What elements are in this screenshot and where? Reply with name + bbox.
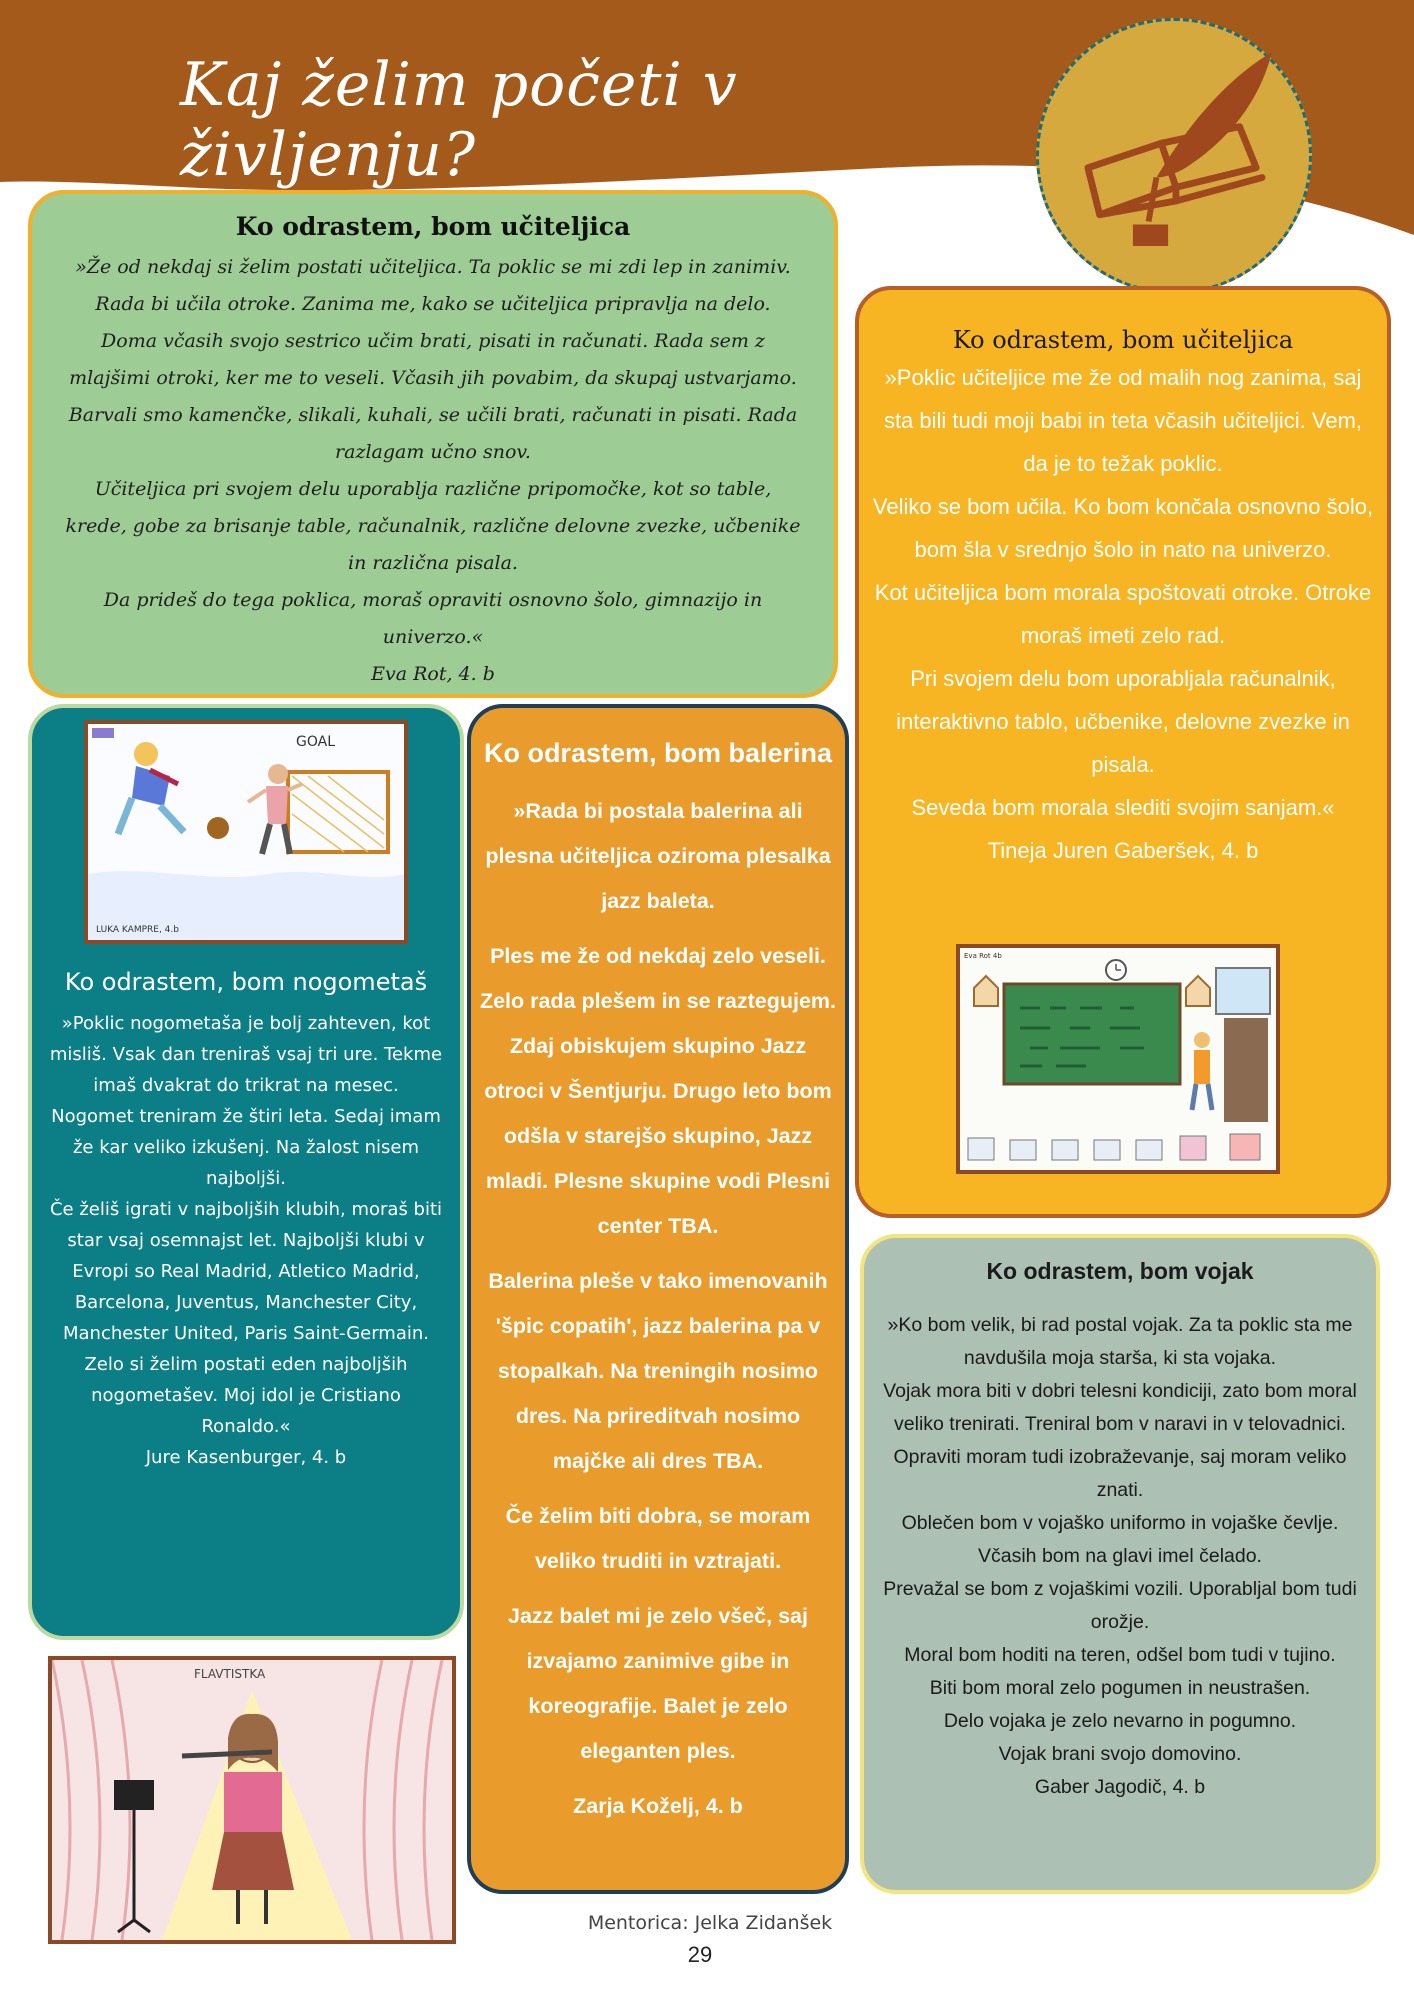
page-title: Kaj želim početi v življenju? xyxy=(180,50,738,190)
card-title: Ko odrastem, bom učiteljica xyxy=(235,212,631,241)
card-title: Ko odrastem, bom balerina xyxy=(483,738,833,768)
book-quill-icon xyxy=(1039,21,1309,291)
paragraph: Vojak mora biti v dobri telesni kondiciji, zato bom moral veliko trenirati. Treniral bom v naravi in v telovadnici. Opraviti moram tudi izobraževanje, saj moram veliko znati. xyxy=(883,1380,1357,1501)
paragraph: Če želim biti dobra, se moram veliko truditi in vztrajati. xyxy=(505,1504,811,1573)
paragraph: »Poklic učiteljice me že od malih nog zanima, saj sta bili tudi moji babi in teta včasih učiteljici. Vem, da je to težak poklic. xyxy=(883,365,1363,476)
drawing-classroom xyxy=(956,944,1280,1174)
paragraph: »Rada bi postala balerina ali plesna učiteljica oziroma plesalka jazz baleta. xyxy=(485,799,831,913)
drawing-signature: LUKA KAMPRE, 4.b xyxy=(96,925,179,935)
card-title: Ko odrastem, bom nogometaš xyxy=(64,968,428,996)
paragraph: Oblečen bom v vojaško uniformo in vojaške čevlje. Včasih bom na glavi imel čelado. xyxy=(901,1512,1339,1567)
paragraph: Doma včasih svojo sestrico učim brati, pisati in računati. Rada sem z mlajšimi otroki, ker me to veseli. Včasih jih povabim, da skupaj ustvarjamo. Barvali smo kamenčke, slikali, kuhali, se učili brati, računati in pisati. Rada razlagam učno snov. xyxy=(68,330,798,463)
author: Jure Kasenburger, 4. b xyxy=(145,1447,347,1468)
classroom-drawing-image xyxy=(960,948,1276,1170)
author: Gaber Jagodič, 4. b xyxy=(1034,1776,1206,1798)
paragraph: Zelo si želim postati eden najboljših nogometašev. Moj idol je Cristiano Ronaldo.« xyxy=(84,1354,408,1437)
paragraph: »Ko bom velik, bi rad postal vojak. Za ta poklic sta me navdušila moja starša, ki sta vojaka. xyxy=(887,1314,1353,1369)
drawing-flute xyxy=(48,1656,456,1944)
author: Tineja Juren Gaberšek, 4. b xyxy=(987,838,1259,863)
page-number: 29 xyxy=(687,1942,713,1967)
card-body xyxy=(871,356,1375,872)
author: Eva Rot, 4. b xyxy=(371,663,495,685)
card-soldier xyxy=(860,1234,1380,1894)
paragraph: Veliko se bom učila. Ko bom končala osnovno šolo, bom šla v srednjo šolo in nato na univerzo. xyxy=(872,494,1374,562)
paragraph: Prevažal se bom z vojaškimi vozili. Uporabljal bom tudi orožje. xyxy=(883,1578,1357,1633)
paragraph: Učiteljica pri svojem delu uporablja različne pripomočke, kot so table, krede, gobe za brisanje table, računalnik, različne delovne zvezke, učbenike in različna pisala. xyxy=(65,478,801,574)
card-title: Ko odrastem, bom vojak xyxy=(986,1258,1254,1284)
card-body xyxy=(479,789,837,1829)
card-body xyxy=(46,1008,446,1473)
drawing-caption: FLAVTISTKA xyxy=(194,1667,266,1681)
mentor-credit: Mentorica: Jelka Zidanšek xyxy=(587,1912,833,1934)
paragraph: Nogomet treniram že štiri leta. Sedaj imam že kar veliko izkušenj. Na žalost nisem najboljši. xyxy=(51,1106,441,1189)
drawing-signature: Eva Rot 4b xyxy=(964,952,1002,960)
paragraph: »Poklic nogometaša je bolj zahteven, kot misliš. Vsak dan treniraš vsaj tri ure. Tekme imaš dvakrat do trikrat na mesec. xyxy=(49,1013,443,1096)
football-drawing-image xyxy=(88,724,404,940)
card-body xyxy=(62,249,804,693)
paragraph: Da prideš do tega poklica, moraš opraviti osnovno šolo, gimnazijo in univerzo.« xyxy=(103,589,763,648)
paragraph: Seveda bom morala slediti svojim sanjam.« xyxy=(911,795,1335,820)
paragraph: Balerina pleše v tako imenovanih 'špic copatih', jazz balerina pa v stopalkah. Na treningih nosimo dres. Na prireditvah nosimo majčke ali dres TBA. xyxy=(488,1269,828,1473)
drawing-football xyxy=(84,720,408,944)
book-quill-badge xyxy=(1036,18,1312,294)
paragraph: »Že od nekdaj si želim postati učiteljica. Ta poklic se mi zdi lep in zanimiv. Rada bi učila otroke. Zanima me, kako se učiteljica pripravlja na delo. xyxy=(75,256,791,315)
paragraph: Jazz balet mi je zelo všeč, saj izvajamo zanimive gibe in koreografije. Balet je zelo eleganten ples. xyxy=(508,1604,808,1763)
flute-drawing-image xyxy=(52,1660,452,1940)
paragraph: Kot učiteljica bom morala spoštovati otroke. Otroke moraš imeti zelo rad. xyxy=(874,580,1372,648)
paragraph: Delo vojaka je zelo nevarno in pogumno. xyxy=(943,1710,1297,1732)
card-body xyxy=(880,1309,1360,1804)
paragraph: Vojak brani svojo domovino. xyxy=(998,1743,1242,1765)
paragraph: Pri svojem delu bom uporabljala računalnik, interaktivno tablo, učbenike, delovne zvezke in pisala. xyxy=(896,666,1350,777)
author: Zarja Koželj, 4. b xyxy=(573,1794,743,1818)
paragraph: Moral bom hoditi na teren, odšel bom tudi v tujino. xyxy=(904,1644,1336,1666)
goal-label: GOAL xyxy=(296,734,335,750)
paragraph: Ples me že od nekdaj zelo veseli. Zelo rada plešem in se raztegujem. Zdaj obiskujem skupino Jazz otroci v Šentjurju. Drugo leto bom odšla v starejšo skupino, Jazz mladi. Plesne skupine vodi Plesni center TBA. xyxy=(479,944,837,1238)
card-ballerina xyxy=(467,704,849,1894)
paragraph: Biti bom moral zelo pogumen in neustrašen. xyxy=(929,1677,1311,1699)
card-title: Ko odrastem, bom učiteljica xyxy=(952,326,1294,354)
paragraph: Če želiš igrati v najboljših klubih, moraš biti star vsaj osemnajst let. Najboljši klubi v Evropi so Real Madrid, Atletico Madrid, Barcelona, Juventus, Manchester City, Manchester United, Paris Saint-Germain. xyxy=(49,1199,443,1344)
card-teacher-eva xyxy=(28,190,838,698)
